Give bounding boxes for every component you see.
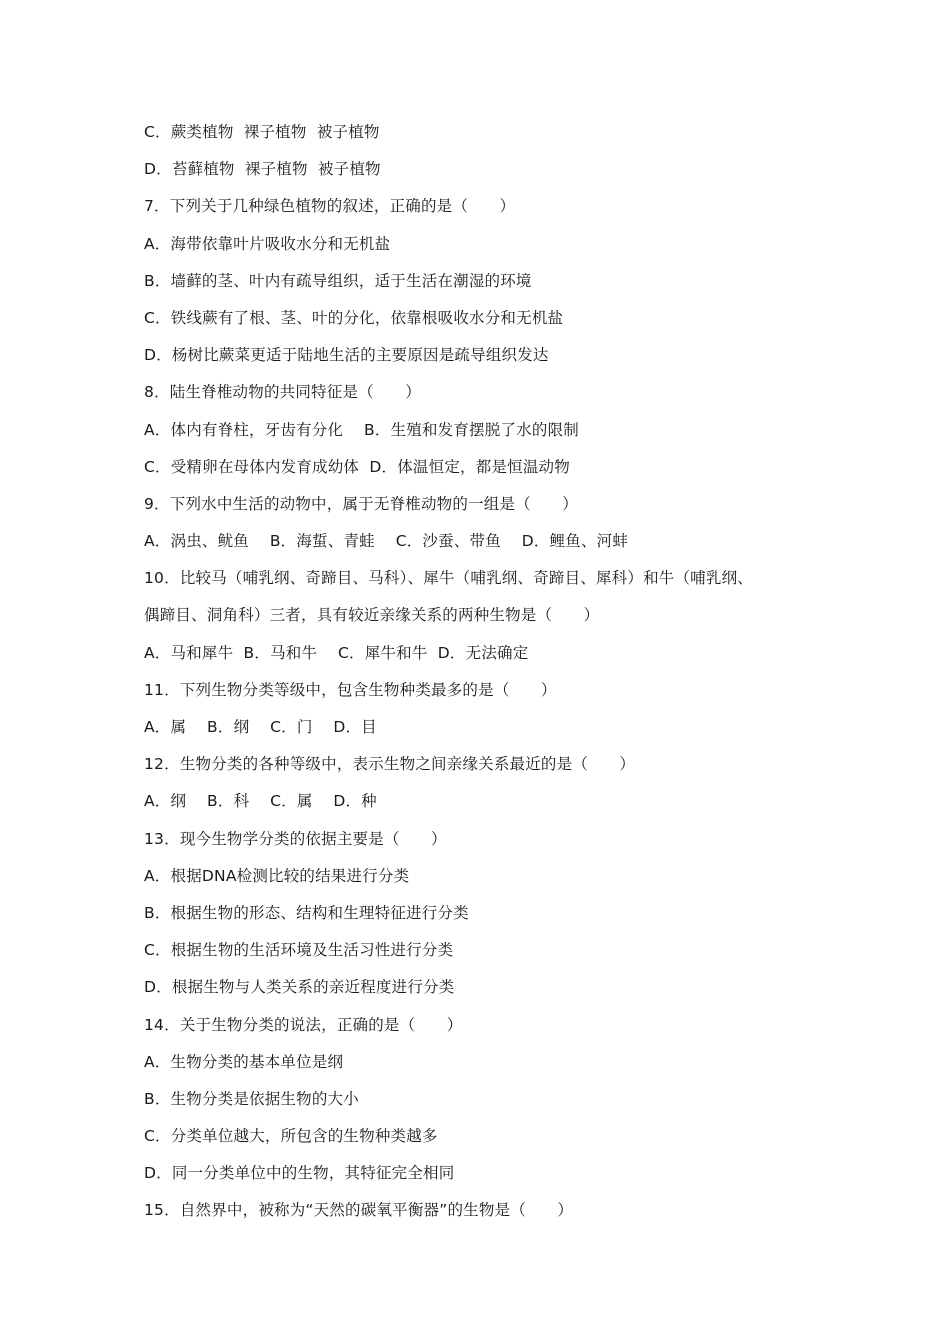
option-13a: A．根据DNA检测比较的结果进行分类 xyxy=(144,866,410,885)
option-13c: C．根据生物的生活环境及生活习性进行分类 xyxy=(144,941,454,960)
options-8cd: C．受精卵在母体内发育成幼体 D．体温恒定，都是恒温动物 xyxy=(144,457,570,476)
question-8: 8．陆生脊椎动物的共同特征是（ ） xyxy=(144,383,421,402)
option-14c: C．分类单位越大，所包含的生物种类越多 xyxy=(144,1127,438,1146)
options-8ab: A．体内有脊柱，牙齿有分化 B．生殖和发育摆脱了水的限制 xyxy=(144,420,579,439)
option-7c: C．铁线蕨有了根、茎、叶的分化，依靠根吸收水分和无机盐 xyxy=(144,308,564,327)
option-14a: A．生物分类的基本单位是纲 xyxy=(144,1052,344,1071)
options-11: A．属 B．纲 C．门 D．目 xyxy=(144,718,377,736)
option-6d: D．苔藓植物 裸子植物 被子植物 xyxy=(144,160,381,179)
question-12: 12．生物分类的各种等级中，表示生物之间亲缘关系最近的是（ ） xyxy=(144,755,636,774)
option-14b: B．生物分类是依据生物的大小 xyxy=(144,1089,359,1108)
options-10: A．马和犀牛 B．马和牛 C．犀牛和牛 D．无法确定 xyxy=(144,643,529,662)
question-10-line-1: 10．比较马（哺乳纲、奇蹄目、马科）、犀牛（哺乳纲、奇蹄目、犀科）和牛（哺乳纲、 xyxy=(144,569,753,588)
question-text-block xyxy=(144,114,824,1230)
option-13d: D．根据生物与人类关系的亲近程度进行分类 xyxy=(144,978,455,997)
question-11: 11．下列生物分类等级中，包含生物种类最多的是（ ） xyxy=(144,680,557,699)
options-9: A．涡虫、鱿鱼 B．海蜇、青蛙 C．沙蚕、带鱼 D．鲤鱼、河蚌 xyxy=(144,532,629,551)
question-15: 15．自然界中，被称为“天然的碳氧平衡器”的生物是（ ） xyxy=(144,1201,574,1220)
option-13b: B．根据生物的形态、结构和生理特征进行分类 xyxy=(144,903,469,922)
question-7: 7．下列关于几种绿色植物的叙述，正确的是（ ） xyxy=(144,197,516,216)
option-7d: D．杨树比蕨菜更适于陆地生活的主要原因是疏导组织发达 xyxy=(144,346,549,365)
question-10-line-2: 偶蹄目、洞角科）三者，具有较近亲缘关系的两种生物是（ ） xyxy=(144,606,600,625)
question-14: 14．关于生物分类的说法，正确的是（ ） xyxy=(144,1015,463,1034)
option-14d: D．同一分类单位中的生物，其特征完全相同 xyxy=(144,1164,455,1183)
option-7b: B．墙藓的茎、叶内有疏导组织，适于生活在潮湿的环境 xyxy=(144,271,532,290)
question-9: 9．下列水中生活的动物中，属于无脊椎动物的一组是（ ） xyxy=(144,494,578,513)
option-6c: C．蕨类植物 裸子植物 被子植物 xyxy=(144,123,380,141)
options-12: A．纲 B．科 C．属 D．种 xyxy=(144,792,377,811)
question-13: 13．现今生物学分类的依据主要是（ ） xyxy=(144,829,447,848)
option-7a: A．海带依靠叶片吸收水分和无机盐 xyxy=(144,234,391,253)
